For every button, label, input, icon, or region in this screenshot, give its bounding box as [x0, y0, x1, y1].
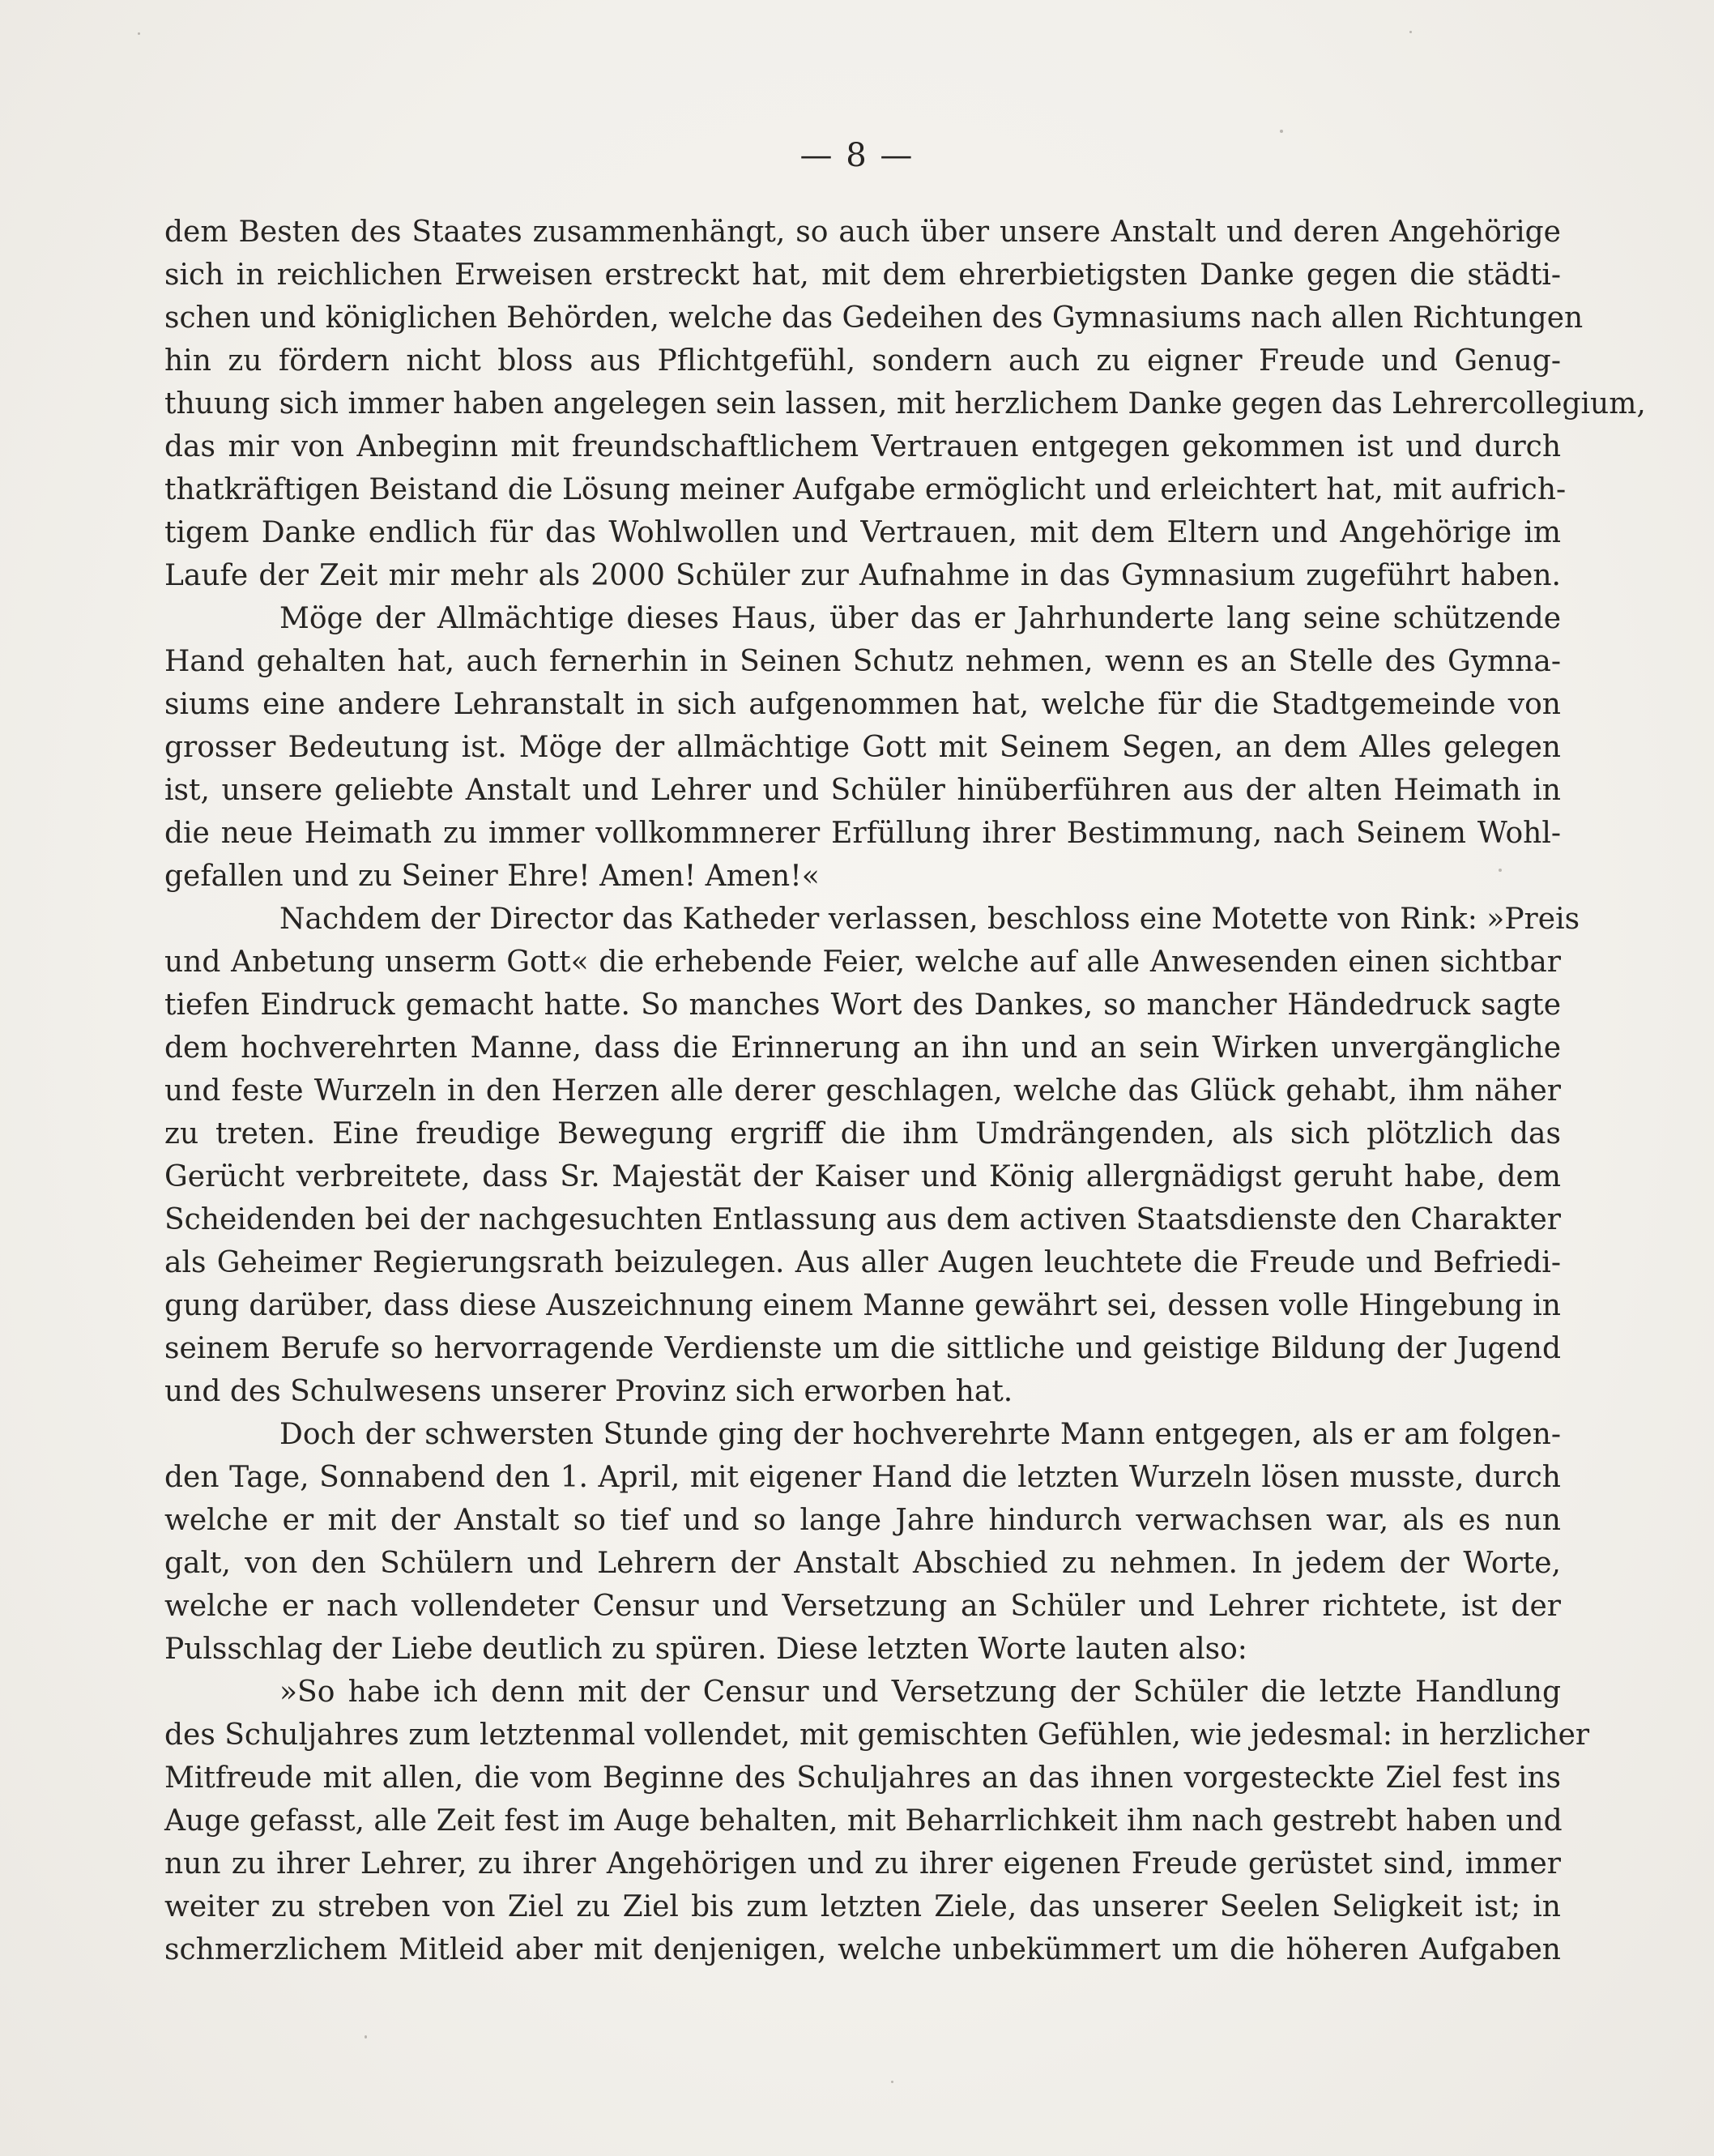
text-line: zu treten. Eine freudige Bewegung ergriff die ihm Umdrängenden, als sich plötzlich das	[164, 1117, 1561, 1151]
text-line: tigem Danke endlich für das Wohlwollen und Vertrauen, mit dem Eltern und Angehörige im	[164, 516, 1561, 549]
text-line: hin zu fördern nicht bloss aus Pflichtgefühl, sondern auch zu eigner Freude und Genug-	[164, 344, 1561, 378]
text-line: Nachdem der Director das Katheder verlassen, beschloss eine Motette von Rink: »Preis	[279, 903, 1580, 936]
text-line: Pulsschlag der Liebe deutlich zu spüren. Diese letzten Worte lauten also:	[164, 1633, 1247, 1666]
text-line: als Geheimer Regierungsrath beizulegen. Aus aller Augen leuchtete die Freude und Befriedi-	[164, 1246, 1561, 1279]
text-line: Mitfreude mit allen, die vom Beginne des Schuljahres an das ihnen vorgesteckte Ziel fest ins	[164, 1761, 1561, 1795]
text-line: siums eine andere Lehranstalt in sich aufgenommen hat, welche für die Stadtgemeinde von	[164, 688, 1561, 721]
text-line: thuung sich immer haben angelegen sein lassen, mit herzlichem Danke gegen das Lehrercollegium,	[164, 387, 1646, 421]
text-line: weiter zu streben von Ziel zu Ziel bis zum letzten Ziele, das unserer Seelen Seligkeit ist; in	[164, 1890, 1561, 1923]
text-line: Hand gehalten hat, auch fernerhin in Seinen Schutz nehmen, wenn es an Stelle des Gymna-	[164, 645, 1561, 678]
text-line: galt, von den Schülern und Lehrern der Anstalt Abschied zu nehmen. In jedem der Worte,	[164, 1547, 1561, 1580]
paper-speck	[1499, 869, 1502, 872]
text-line: gefallen und zu Seiner Ehre! Amen! Amen!«	[164, 860, 820, 893]
text-line: schmerzlichem Mitleid aber mit denjenigen, welche unbekümmert um die höheren Aufgaben	[164, 1933, 1561, 1966]
text-line: Gerücht verbreitete, dass Sr. Majestät der Kaiser und König allergnädigst geruht habe, dem	[164, 1160, 1561, 1193]
text-line: grosser Bedeutung ist. Möge der allmächtige Gott mit Seinem Segen, an dem Alles gelegen	[164, 731, 1561, 764]
text-line: seinem Berufe so hervorragende Verdienste um die sittliche und geistige Bildung der Jugend	[164, 1332, 1561, 1365]
body-text	[164, 211, 1646, 1971]
text-line: nun zu ihrer Lehrer, zu ihrer Angehörigen und zu ihrer eigenen Freude gerüstet sind, immer	[164, 1847, 1561, 1881]
text-line: gung darüber, dass diese Auszeichnung einem Manne gewährt sei, dessen volle Hingebung in	[164, 1289, 1561, 1322]
text-line: dem Besten des Staates zusammenhängt, so auch über unsere Anstalt und deren Angehörige	[164, 216, 1561, 249]
paper-speck	[365, 2035, 367, 2039]
text-line: dem hochverehrten Manne, dass die Erinnerung an ihn und an sein Wirken unvergängliche	[164, 1031, 1561, 1065]
paper-speck	[1280, 130, 1283, 133]
page-number: — 8 —	[799, 137, 915, 174]
text-line: welche er mit der Anstalt so tief und so lange Jahre hindurch verwachsen war, als es nun	[164, 1504, 1561, 1537]
text-line: tiefen Eindruck gemacht hatte. So manches Wort des Dankes, so mancher Händedruck sagte	[164, 988, 1561, 1022]
text-line: schen und königlichen Behörden, welche das Gedeihen des Gymnasiums nach allen Richtungen	[164, 301, 1584, 335]
text-line: des Schuljahres zum letztenmal vollendet, mit gemischten Gefühlen, wie jedesmal: in herzlicher	[164, 1718, 1590, 1752]
text-line: die neue Heimath zu immer vollkommnerer Erfüllung ihrer Bestimmung, nach Seinem Wohl-	[164, 817, 1561, 850]
text-line: »So habe ich denn mit der Censur und Versetzung der Schüler die letzte Handlung	[279, 1676, 1561, 1709]
text-line: welche er nach vollendeter Censur und Versetzung an Schüler und Lehrer richtete, ist der	[164, 1590, 1561, 1623]
text-line: sich in reichlichen Erweisen erstreckt hat, mit dem ehrerbietigsten Danke gegen die städti-	[164, 258, 1561, 292]
text-line: und feste Wurzeln in den Herzen alle derer geschlagen, welche das Glück gehabt, ihm näher	[164, 1074, 1561, 1108]
text-line: ist, unsere geliebte Anstalt und Lehrer und Schüler hinüberführen aus der alten Heimath in	[164, 774, 1561, 807]
text-line: Möge der Allmächtige dieses Haus, über das er Jahrhunderte lang seine schützende	[279, 602, 1561, 635]
text-line: und des Schulwesens unserer Provinz sich erworben hat.	[164, 1375, 1013, 1408]
paper-speck	[138, 32, 140, 35]
text-line: Laufe der Zeit mir mehr als 2000 Schüler zur Aufnahme in das Gymnasium zugeführt haben.	[164, 559, 1561, 592]
text-line: den Tage, Sonnabend den 1. April, mit eigener Hand die letzten Wurzeln lösen musste, durch	[164, 1461, 1561, 1494]
text-line: Auge gefasst, alle Zeit fest im Auge behalten, mit Beharrlichkeit ihm nach gestrebt haben und	[164, 1804, 1563, 1838]
text-line: das mir von Anbeginn mit freundschaftlichem Vertrauen entgegen gekommen ist und durch	[164, 430, 1561, 463]
paper-speck	[1409, 31, 1412, 33]
text-line: Scheidenden bei der nachgesuchten Entlassung aus dem activen Staatsdienste den Charakter	[164, 1203, 1561, 1236]
paper-speck	[891, 2081, 893, 2083]
text-line: Doch der schwersten Stunde ging der hochverehrte Mann entgegen, als er am folgen-	[279, 1418, 1561, 1451]
text-line: thatkräftigen Beistand die Lösung meiner Aufgabe ermöglicht und erleichtert hat, mit aufrich-	[164, 473, 1567, 506]
text-line: und Anbetung unserm Gott« die erhebende Feier, welche auf alle Anwesenden einen sichtbar	[164, 946, 1561, 979]
